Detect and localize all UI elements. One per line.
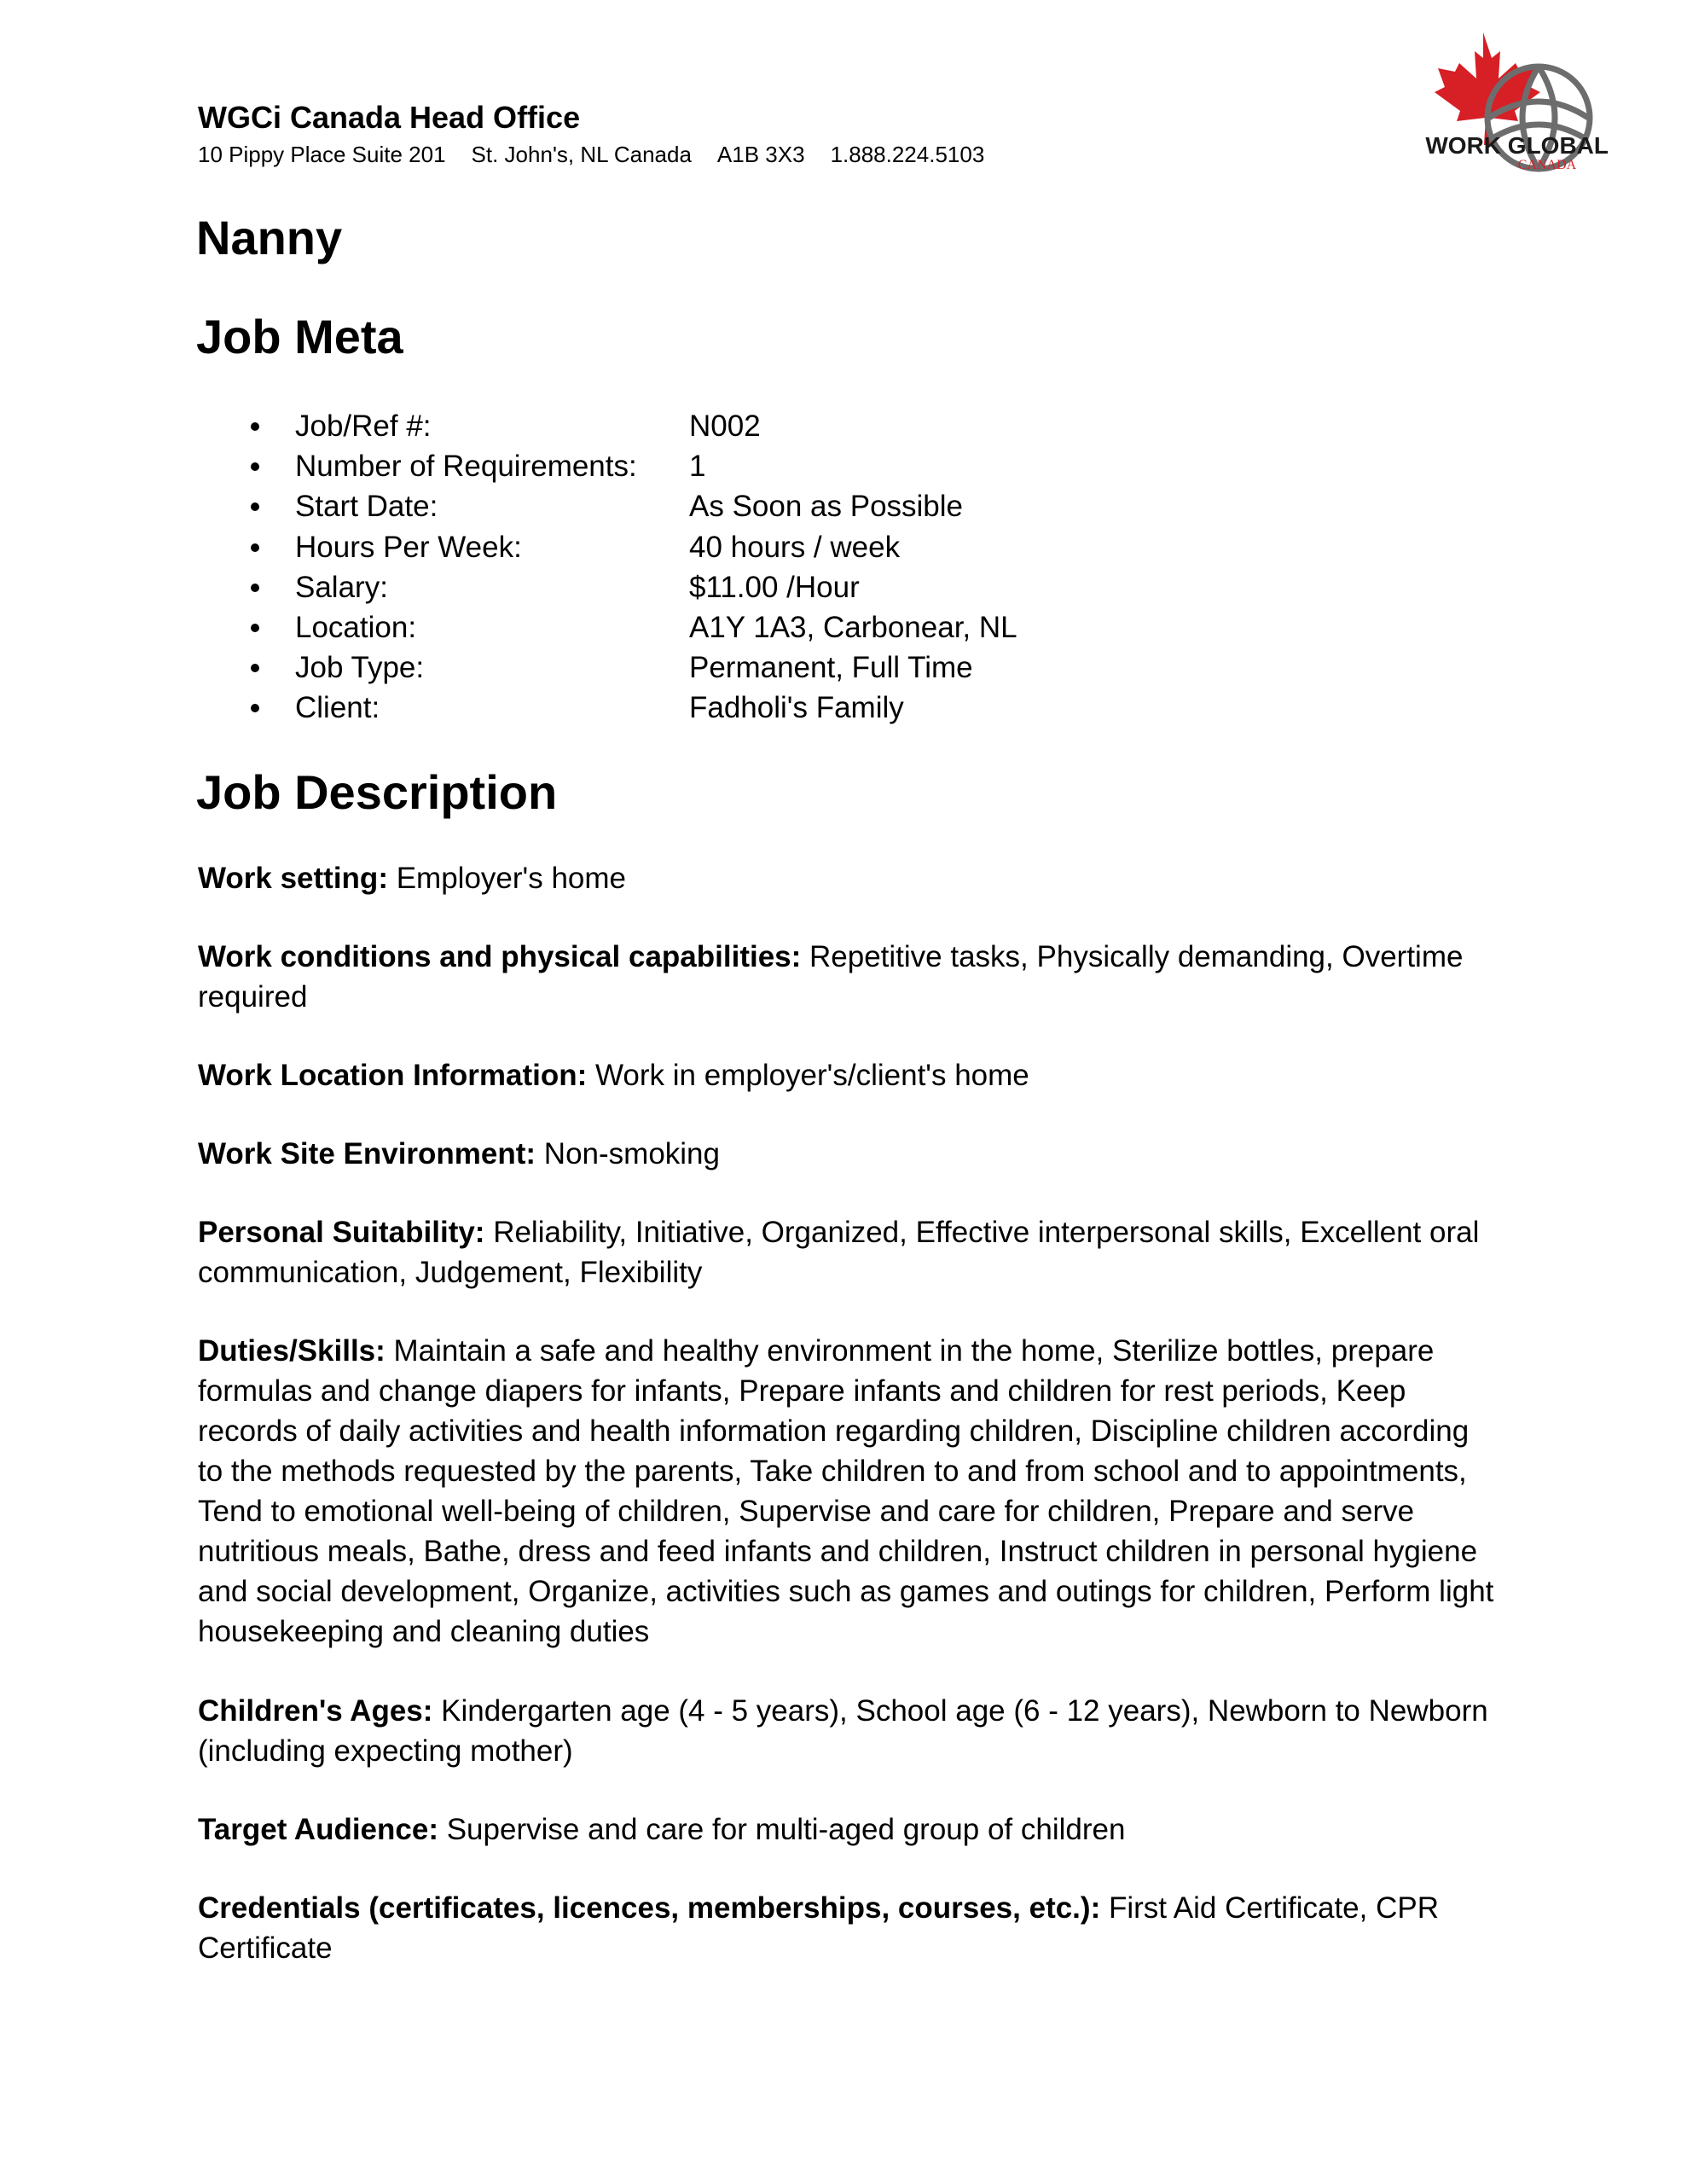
work-site-environment-paragraph [198,1134,1494,1174]
paragraph-label: Duties/Skills: [198,1334,386,1368]
job-description-heading: Job Description [196,765,558,819]
paragraph-label: Work Site Environment: [198,1137,536,1170]
logo-text-main: WORK GLOBAL [1425,132,1609,159]
paragraph-text: First Aid Certificate, CPR Certificate [198,1891,1439,1965]
bullet-icon [251,543,259,552]
paragraph-text: Supervise and care for multi-aged group of children [438,1813,1126,1846]
meta-value: 40 hours / week [689,530,901,564]
paragraph-text: Work in employer's/client's home [587,1059,1029,1092]
paragraph-text: Employer's home [387,862,626,895]
meta-label: Number of Requirements: [295,450,637,484]
meta-label: Location: [295,610,417,644]
bullet-icon [251,422,259,431]
meta-item [198,527,1477,567]
paragraph-label: Personal Suitability: [198,1216,485,1249]
meta-label: Salary: [295,570,388,604]
paragraph-label: Credentials (certificates, licences, memberships, courses, etc.): [198,1891,1101,1925]
meta-value: N002 [689,410,761,443]
meta-item [198,688,1477,728]
office-street: 10 Pippy Place Suite 201 [198,142,446,167]
meta-value: A1Y 1A3, Carbonear, NL [689,610,1017,644]
paragraph-label: Children's Ages: [198,1694,433,1728]
meta-value: $11.00 /Hour [689,570,860,604]
meta-item [198,406,1477,446]
paragraph-label: Work Location Information: [198,1059,588,1092]
meta-item [198,607,1477,648]
paragraph-text: Reliability, Initiative, Organized, Effective interpersonal skills, Excellent oral communication, Judgement, Flexibility [198,1216,1480,1289]
bullet-icon [251,664,259,672]
work-location-paragraph [198,1055,1494,1095]
meta-item [198,446,1477,486]
office-city: St. John's, NL Canada [471,142,692,167]
bullet-icon [251,704,259,712]
logo-text-sub: CANADA [1517,158,1577,172]
job-meta-heading: Job Meta [196,310,403,363]
meta-label: Hours Per Week: [295,530,522,564]
job-title: Nanny [196,211,343,264]
bullet-icon [251,462,259,471]
office-title: WGCi Canada Head Office [198,100,581,135]
meta-value: Fadholi's Family [689,691,904,725]
work-global-logo [1411,26,1615,179]
work-conditions-paragraph [198,937,1494,1017]
paragraph-text: Kindergarten age (4 - 5 years), School age (6 - 12 years), Newborn to Newborn (including expecting mother) [198,1694,1488,1768]
meta-item [198,648,1477,688]
meta-value: As Soon as Possible [689,490,964,524]
target-audience-paragraph [198,1809,1494,1850]
work-setting-paragraph [198,858,1494,898]
paragraph-text: Non-smoking [536,1137,720,1170]
meta-label: Job/Ref #: [295,410,432,443]
credentials-paragraph [198,1888,1494,1968]
office-address [198,140,1010,169]
office-phone: 1.888.224.5103 [830,142,985,167]
meta-item [198,567,1477,607]
meta-value: 1 [689,450,706,484]
bullet-icon [251,624,259,632]
meta-label: Client: [295,691,380,725]
office-postal: A1B 3X3 [716,142,805,167]
meta-label: Start Date: [295,490,438,524]
duties-skills-paragraph [198,1331,1494,1652]
bullet-icon [251,584,259,592]
maple-leaf-globe-icon [1411,26,1615,179]
meta-value: Permanent, Full Time [689,651,973,685]
meta-label: Job Type: [295,651,425,685]
paragraph-text: Maintain a safe and healthy environment in the home, Sterilize bottles, prepare formulas and change diapers for infants, Prepare infants and children for rest periods, Keep records of daily activities and health information regarding children, Discipline children according to the methods requested by the parents, Take children to and from school and to appointments, Tend to emotional well-being of children, Supervise and care for children, Prepare and serve nutritious meals, Bathe, dress and feed infants and children, Instruct children in personal hygiene and social development, Organize, activities such as games and outings for children, Perform light housekeeping and cleaning duties [198,1334,1494,1648]
meta-item [198,486,1477,526]
childrens-ages-paragraph [198,1691,1494,1771]
personal-suitability-paragraph [198,1212,1494,1292]
bullet-icon [251,502,259,511]
paragraph-label: Work conditions and physical capabilities: [198,940,802,973]
paragraph-label: Target Audience: [198,1813,438,1846]
job-meta-list [198,406,1477,729]
paragraph-text: Repetitive tasks, Physically demanding, Overtime required [198,940,1464,1014]
paragraph-label: Work setting: [198,862,388,895]
